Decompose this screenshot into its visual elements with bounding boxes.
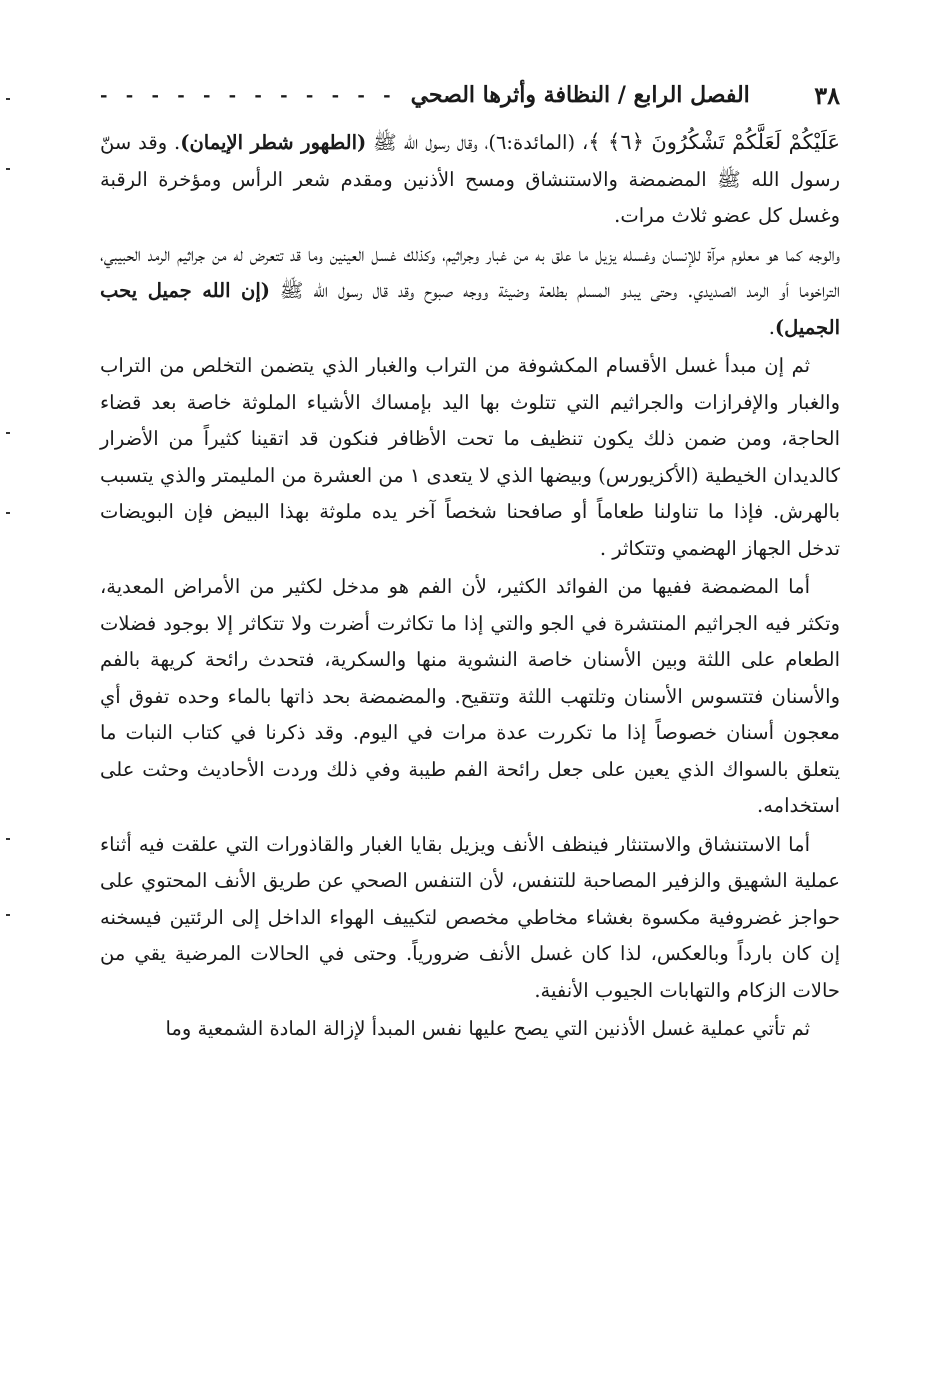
body-text: ، (المائدة:٦)، وقال رسول الله ﷺ <box>366 131 589 154</box>
header-dashes: - - - - - - - - - - - - <box>100 84 397 106</box>
chapter-title: الفصل الرابع / النظافة وأثرها الصحي <box>410 82 750 108</box>
margin-mark <box>6 168 10 170</box>
paragraph <box>100 348 840 567</box>
paragraph <box>100 124 840 235</box>
body-text: أما الاستنشاق والاستنثار فينظف الأنف ويزيل بقايا الغبار والقاذورات التي علقت فيه أثناء عملية الشهيق والزفير المصاحبة للتنفس، لأن التنفس الصحي عن طريق الأنف المحتوي على حواجز غضروفية مكسوة بغشاء مخاطي مخصص لتكييف الهواء الداخل إلى الرئتين فيسخنه إن كان بارداً وبالعكس، لذا كان غسل الأنف ضرورياً. وحتى في الحالات المرضية يقي من حالات الزكام والتهابات الجيوب الأنفية. <box>100 832 840 1002</box>
margin-mark <box>6 98 10 100</box>
body-text: . <box>768 315 775 339</box>
page-number: ٣٨ <box>814 80 840 110</box>
margin-mark <box>6 512 10 514</box>
page-body <box>100 124 840 1048</box>
running-header <box>100 82 750 108</box>
quran-verse: عَلَيْكُمْ لَعَلَّكُمْ تَشْكُرُونَ ﴿٦﴾ ﴾ <box>588 130 840 154</box>
book-page <box>100 70 840 1050</box>
body-text: أما المضمضة ففيها من الفوائد الكثير، لأن الفم هو مدخل لكثير من الأمراض المعدية، وتكثر فيه الجراثيم المنتشرة في الجو والتي إذا ما تكاثرت أضرت ولا تتكاثر إلا بوجود فضلات الطعام على اللثة وبين الأسنان خاصة النشوية منها والسكرية، فتحدث رائحة كريهة بالفم والأسنان فتتسوس الأسنان وتلتهب اللثة وتتقيح. والمضمضة بحد ذاتها بالماء وحده تفوق أي معجون أسنان خصوصاً إذا ما تكررت عدة مرات في اليوم. وقد ذكرنا في كتاب النبات ما يتعلق بالسواك الذي يعين على جعل رائحة الفم طيبة وفي ذلك وردت الأحاديث وحثت على استخدامه. <box>100 575 840 817</box>
margin-mark <box>6 914 10 916</box>
margin-mark <box>6 838 10 840</box>
paragraph <box>100 1011 840 1048</box>
hadith-text: (الطهور شطر الإيمان) <box>180 131 367 154</box>
paragraph <box>100 827 840 1010</box>
page-header <box>100 70 840 120</box>
body-text: . وقد سنّ رسول الله ﷺ المضمضة والاستنشاق ومسح الأذنين ومقدم شعر الرأس ومؤخرة الرقبة وغسل كل عضو ثلاث مرات. <box>100 131 840 227</box>
hadith-text: (إن الله جميل يحب الجميل) <box>100 279 840 339</box>
body-text: ثم إن مبدأ غسل الأقسام المكشوفة من التراب والغبار الذي يتضمن التخلص من التراب والغبار والإفرازات والجراثيم التي تتلوث بها اليد بإمساك الأشياء الملوثة خاصة بعد قضاء الحاجة، ومن ضمن ذلك يكون تنظيف ما تحت الأظافر فنكون قد اتقينا كثيراً من الأضرار كالديدان الخيطية (الأكزيورس) وبيضها الذي لا يتعدى ١ من العشرة من المليمتر والذي يتسبب بالهرش. فإذا ما تناولنا طعاماً أو صافحنا شخصاً آخر يده ملوثة بهذا البيض فإن البويضات تدخل الجهاز الهضمي وتتكاثر . <box>100 354 841 560</box>
body-text: والوجه كما هو معلوم مرآة للإنسان وغسله يزيل ما علق به من غبار وجراثيم، وكذلك غسل العينين وما قد تتعرض له من جراثيم الرمد الحبيبي، التراخوما أو الرمد الصديدي. وحتى يبدو المسلم بطلعة وضيئة ووجه صبوح وقد قال رسول الله ﷺ <box>100 242 840 302</box>
body-text: ثم تأتي عملية غسل الأذنين التي يصح عليها نفس المبدأ لإزالة المادة الشمعية وما <box>165 1017 810 1040</box>
paragraph <box>100 237 840 347</box>
paragraph <box>100 569 840 825</box>
margin-mark <box>6 432 10 434</box>
